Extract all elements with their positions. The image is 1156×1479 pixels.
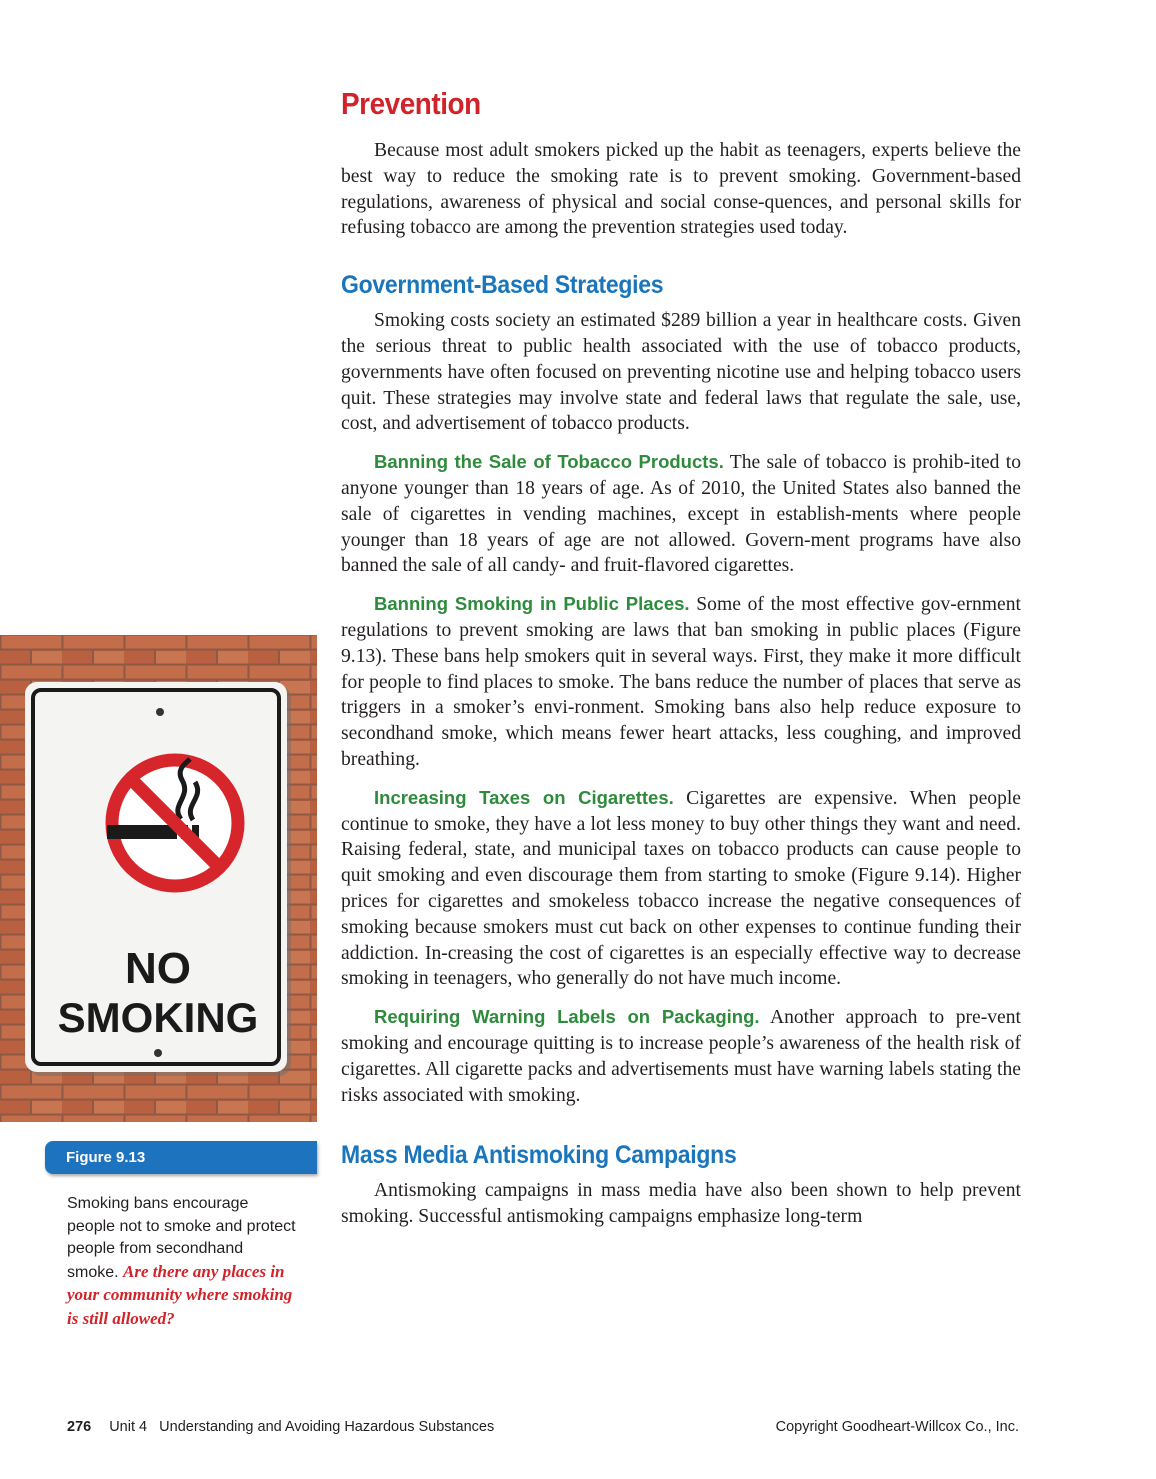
paragraph-text: Some of the most effective gov-ernment regulations to prevent smoking are laws that ban smoking in public places (Figure 9.13). These bans help smokers quit in several ways. First, they make it more difficult for people to find places to smoke. The bans reduce the number of places that serve as triggers in a smoker’s envi-ronment. Smoking bans also help reduce exposure to secondhand smoke, which means fewer heart attacks, less coughing, and improved breathing. xyxy=(341,594,1021,770)
paragraph-text: Another approach to pre-vent smoking and encourage quitting is to increase people’s awareness of the health risk of cigarettes. All cigarette packs and advertisements must have warning labels stating the risks associated with smoking. xyxy=(341,1007,1021,1106)
runin-heading: Banning the Sale of Tobacco Products. xyxy=(374,451,724,473)
caption-body: Smoking bans encourage people not to smoke and protect people from secondhand smoke. xyxy=(67,1195,296,1281)
runin-heading: Requiring Warning Labels on Packaging. xyxy=(374,1006,760,1028)
figure-label: Figure 9.13 xyxy=(66,1149,146,1166)
no-smoking-sign-image xyxy=(0,635,317,1122)
page-title: Prevention xyxy=(341,86,481,121)
paragraph-banning-sale xyxy=(341,449,1021,579)
mass-media-paragraph: Antismoking campaigns in mass media have also been shown to help prevent smoking. Successful antismoking campaigns emphasize long-term xyxy=(341,1180,1021,1228)
page-number: 276 xyxy=(67,1419,92,1435)
paragraph-banning-public xyxy=(341,591,1021,773)
paragraph-warning-labels xyxy=(341,1004,1021,1108)
caption-question: Are there any places in your community where smoking is still allowed? xyxy=(67,1261,293,1328)
main-content xyxy=(341,84,1021,1242)
no-smoking-sign-photo xyxy=(0,635,317,1122)
page-footer xyxy=(67,1419,1019,1439)
unit-title: Unit 4 Understanding and Avoiding Hazardous Substances xyxy=(109,1419,495,1435)
runin-heading: Increasing Taxes on Cigarettes. xyxy=(374,786,674,808)
section-heading-government: Government-Based Strategies xyxy=(341,271,664,300)
sign-text-no: NO xyxy=(125,944,191,993)
government-paragraph: Smoking costs society an estimated $289 billion a year in healthcare costs. Given the serious threat to public health associated with the use of tobacco products, governments have often focused on preventing nicotine use and helping tobacco users quit. These strategies may involve state and federal laws that regulate the sale, use, cost, and advertisement of tobacco products. xyxy=(341,310,1021,435)
paragraph-taxes xyxy=(341,785,1021,992)
runin-heading: Banning Smoking in Public Places. xyxy=(374,593,690,615)
copyright: Copyright Goodheart-Willcox Co., Inc. xyxy=(775,1419,1019,1435)
paragraph-text: The sale of tobacco is prohib-ited to anyone younger than 18 years of age. As of 2010, the United States also banned the sale of cigarettes in vending machines, except in establish-ments where people younger than 18 years of age are not allowed. Govern-ment programs have also banned the sale of all candy- and fruit-flavored cigarettes. xyxy=(341,452,1021,577)
section-heading-mass-media: Mass Media Antismoking Campaigns xyxy=(341,1141,737,1170)
intro-paragraph: Because most adult smokers picked up the habit as teenagers, experts believe the best way to reduce the smoking rate is to prevent smoking. Government-based regulations, awareness of physical and social conse-quences, and personal skills for refusing tobacco are among the prevention strategies used today. xyxy=(341,140,1021,239)
figure-caption xyxy=(67,1193,297,1332)
paragraph-text: Cigarettes are expensive. When people continue to smoke, they have a lot less money to buy other things they want and need. Raising federal, state, and municipal taxes on tobacco products can cause people to quit smoking and even discourage them from starting to smoke (Figure 9.14). Higher prices for cigarettes and smokeless tobacco increase the negative consequences of smoking because smokers must cut back on other expenses to continue funding their addiction. In-creasing the cost of cigarettes is an especially effective way to decrease smoking in teenagers, who generally do not have much income. xyxy=(341,787,1022,990)
sign-text-smoking: SMOKING xyxy=(57,994,259,1041)
figure-label-tab xyxy=(45,1141,317,1174)
